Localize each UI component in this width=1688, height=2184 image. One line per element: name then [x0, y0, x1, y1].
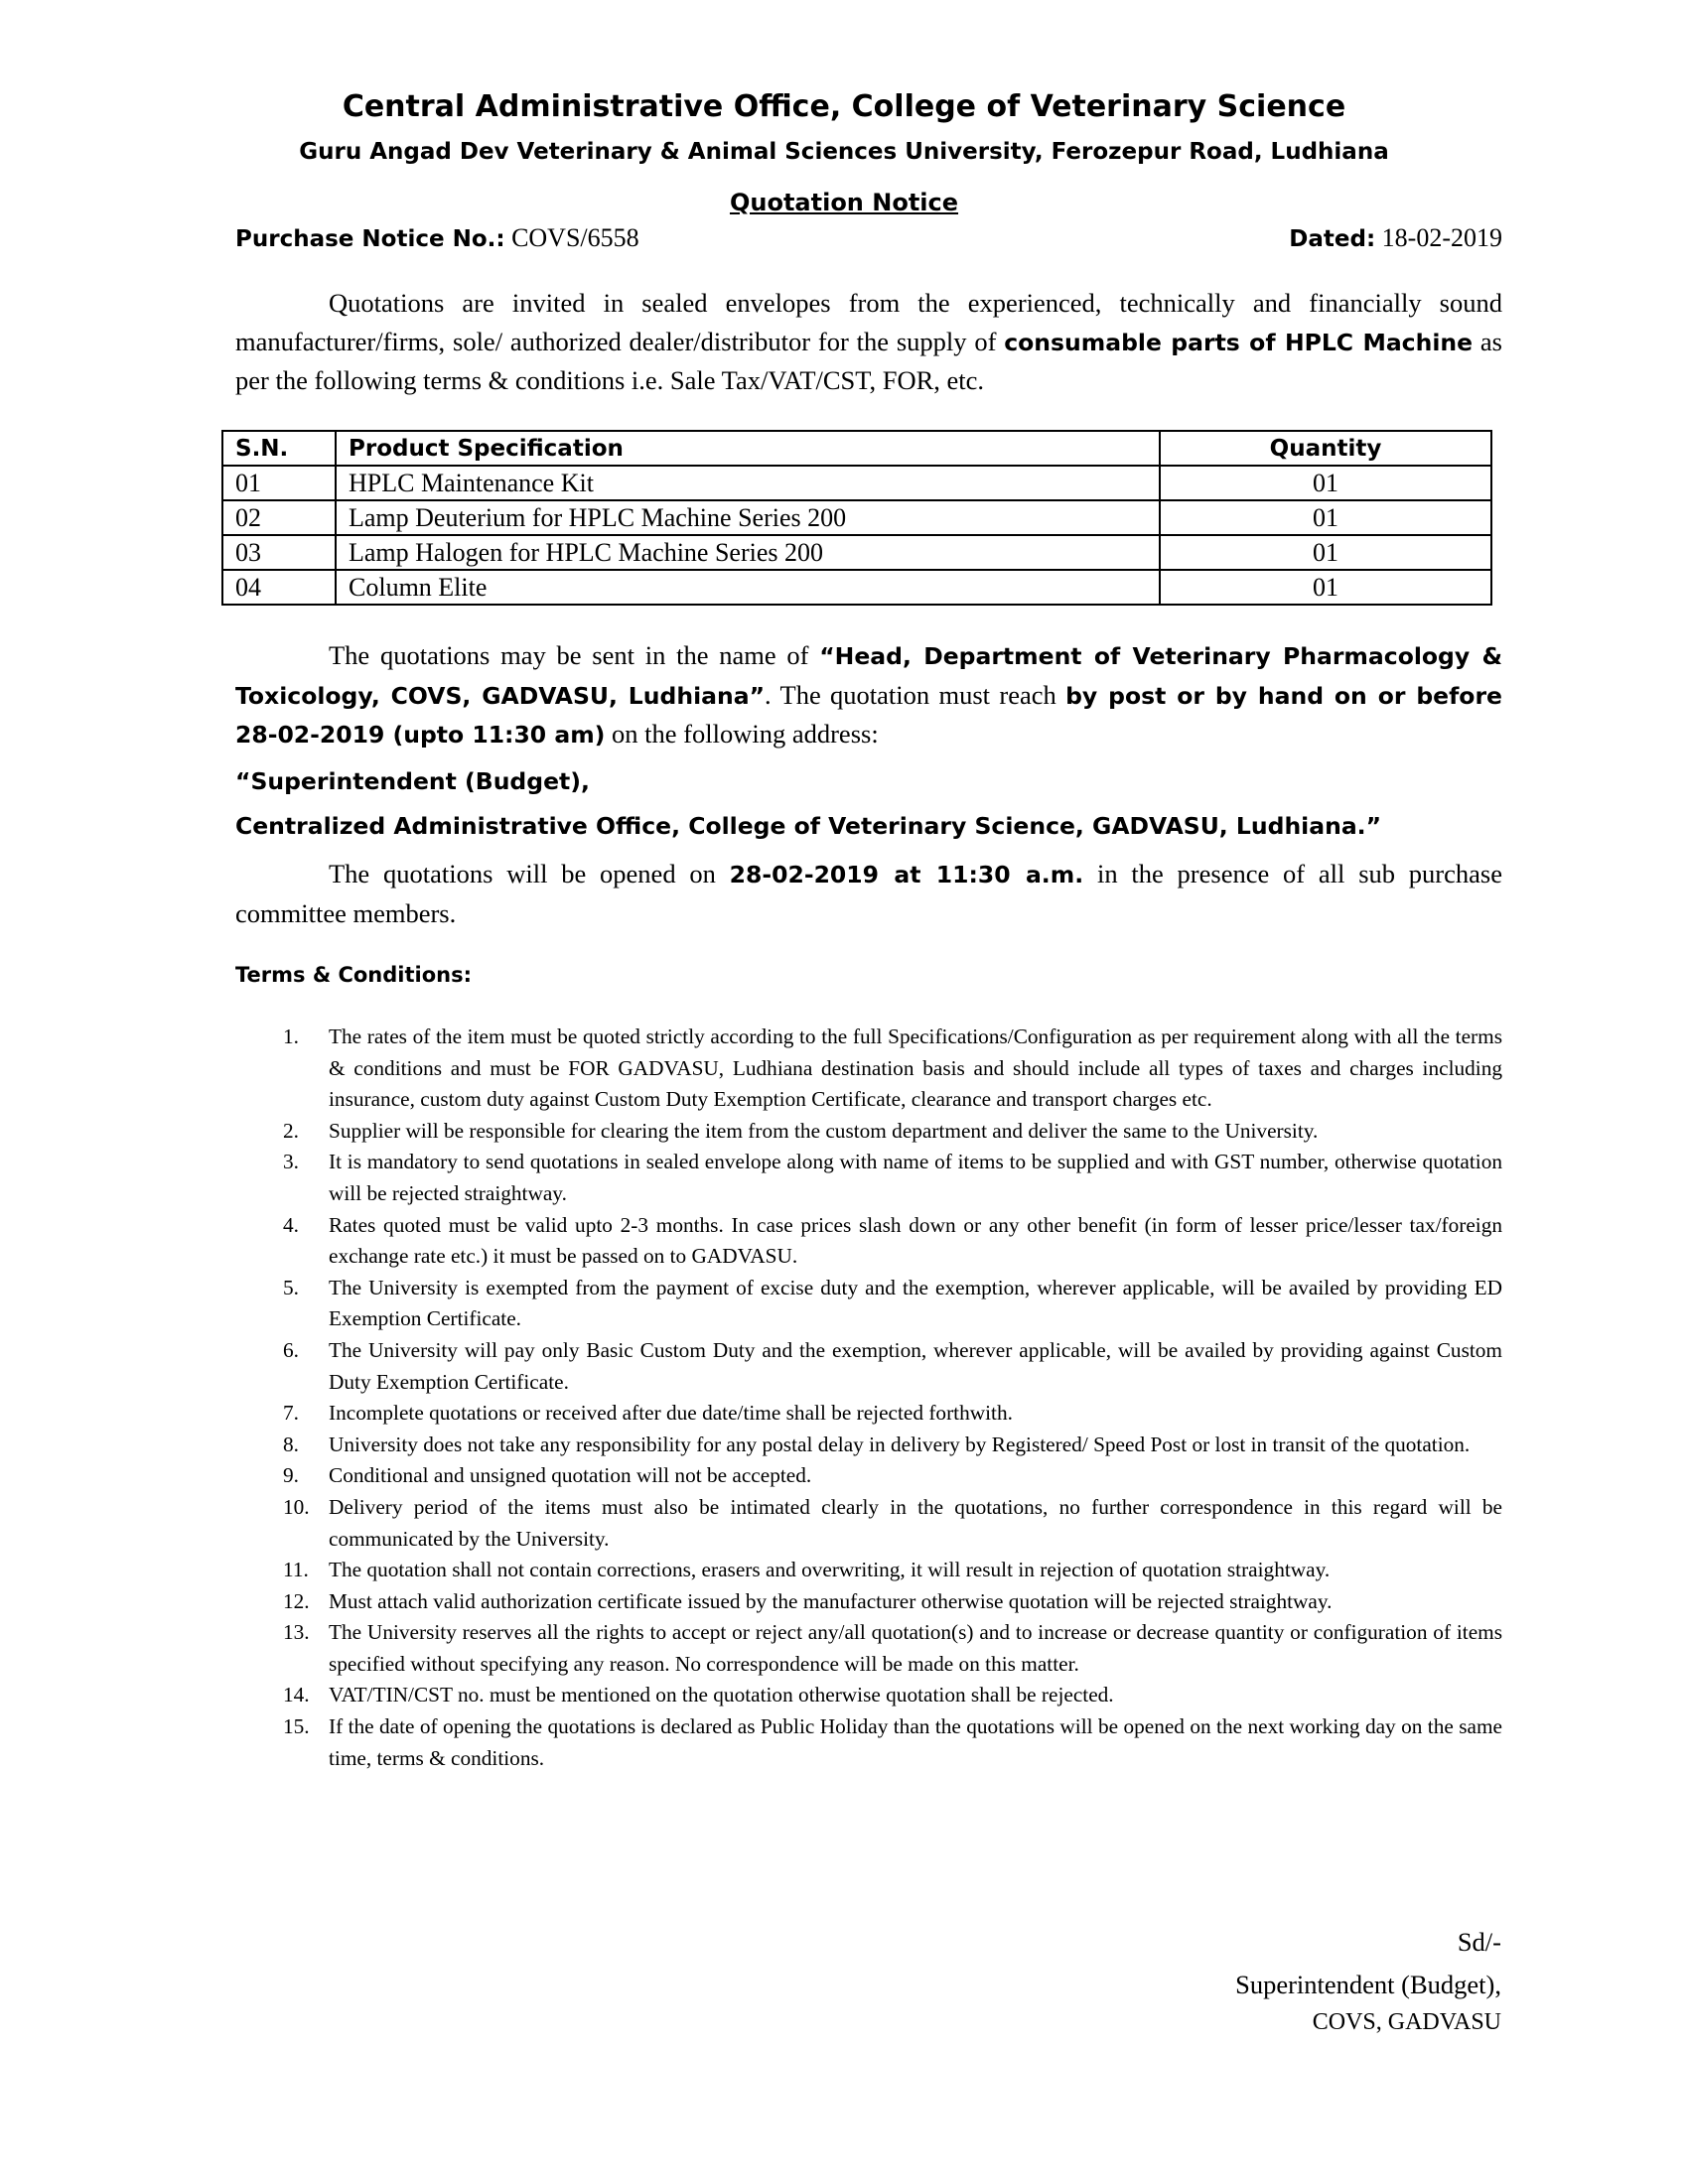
cell-product: Lamp Halogen for HPLC Machine Series 200: [336, 535, 1160, 570]
cell-sn: 04: [222, 570, 336, 605]
cell-sn: 03: [222, 535, 336, 570]
signature-title: Superintendent (Budget),: [1235, 1970, 1501, 1999]
intro-paragraph: [235, 284, 1502, 400]
table-row: [222, 535, 1491, 570]
opening-text-2: in the presence of all sub purchase committee members.: [235, 859, 1502, 928]
notice-date: [1289, 223, 1502, 253]
list-item: [235, 1210, 1502, 1273]
cell-quantity: 01: [1160, 535, 1491, 570]
send-bold-1: “Head, Department of Veterinary Pharmacology & Toxicology, COVS, GADVASU, Ludhiana”: [235, 642, 1502, 710]
signature-org: COVS, GADVASU: [1312, 2009, 1501, 2035]
list-item: [235, 1555, 1502, 1586]
list-item: [235, 1617, 1502, 1680]
address-line-1: “Superintendent (Budget),: [235, 767, 590, 795]
items-table: [221, 430, 1492, 606]
term-text: Delivery period of the items must also be intimated clearly in the quotations, no further correspondence in this regard will be communicated by the University.: [329, 1494, 1502, 1551]
notice-number: [235, 223, 639, 253]
cell-product: Lamp Deuterium for HPLC Machine Series 200: [336, 500, 1160, 535]
table-row: [222, 500, 1491, 535]
send-text-3: on the following address:: [605, 719, 879, 749]
list-item: [235, 1022, 1502, 1116]
term-text: The University reserves all the rights to accept or reject any/all quotation(s) and to increase or decrease quantity or configuration of items specified without specifying any reason. No correspondence will be made on this matter.: [329, 1620, 1502, 1676]
send-paragraph: [235, 636, 1502, 754]
list-item: [235, 1711, 1502, 1774]
term-number: 9.: [283, 1463, 299, 1488]
table-row: [222, 466, 1491, 500]
term-text: Supplier will be responsible for clearing the item from the custom department and deliver the same to the University.: [329, 1118, 1319, 1143]
term-number: 7.: [283, 1401, 299, 1426]
header-sn: S.N.: [222, 431, 336, 466]
term-number: 14.: [283, 1683, 310, 1707]
send-text-1: The quotations may be sent in the name of: [329, 640, 820, 670]
term-text: It is mandatory to send quotations in sealed envelope along with name of items to be supplied and with GST number, otherwise quotation will be rejected straightway.: [329, 1150, 1502, 1205]
term-number: 2.: [283, 1118, 299, 1143]
list-item: [235, 1586, 1502, 1618]
term-number: 15.: [283, 1714, 310, 1739]
list-item: [235, 1273, 1502, 1335]
term-text: The quotation shall not contain corrections, erasers and overwriting, it will result in rejection of quotation straightway.: [329, 1558, 1331, 1582]
term-number: 8.: [283, 1432, 299, 1456]
opening-bold: 28-02-2019 at 11:30 a.m.: [729, 861, 1084, 888]
terms-list: [235, 1022, 1502, 1774]
list-item: [235, 1460, 1502, 1492]
university-subtitle: Guru Angad Dev Veterinary & Animal Sciences University, Ferozepur Road, Ludhiana: [299, 139, 1389, 165]
term-text: Must attach valid authorization certificate issued by the manufacturer otherwise quotation will be rejected straightway.: [329, 1588, 1333, 1613]
cell-sn: 01: [222, 466, 336, 500]
notice-info-row: [235, 223, 1502, 257]
notice-date-label: Dated:: [1289, 226, 1376, 252]
term-text: The University is exempted from the payment of excise duty and the exemption, wherever applicable, will be availed by providing ED Exemption Certificate.: [329, 1275, 1502, 1331]
term-text: Rates quoted must be valid upto 2-3 months. In case prices slash down or any other benefit (in form of lesser price/lesser tax/foreign exchange rate etc.) it must be passed on to GADVASU.: [329, 1212, 1502, 1269]
opening-text-1: The quotations will be opened on: [329, 859, 730, 888]
cell-product: Column Elite: [336, 570, 1160, 605]
cell-quantity: 01: [1160, 500, 1491, 535]
notice-date-value: 18-02-2019: [1381, 223, 1502, 252]
send-bold-2: by post or by hand on or before 28-02-2019 (upto 11:30 am): [235, 681, 1502, 749]
term-number: 4.: [283, 1212, 299, 1237]
term-number: 12.: [283, 1588, 310, 1613]
term-text: University does not take any responsibility for any postal delay in delivery by Registered/ Speed Post or lost in transit of the quotation.: [329, 1432, 1471, 1456]
address-line-2: Centralized Administrative Office, College of Veterinary Science, GADVASU, Ludhiana.”: [235, 812, 1382, 840]
term-text: The rates of the item must be quoted strictly according to the full Specifications/Configuration as per requirement along with all the terms & conditions and must be FOR GADVASU, Ludhiana destination basis and should include all types of taxes and charges including insurance, custom duty against Custom Duty Exemption Certificate, clearance and transport charges etc.: [329, 1024, 1502, 1112]
notice-number-value: COVS/6558: [511, 223, 639, 252]
list-item: [235, 1116, 1502, 1148]
term-text: If the date of opening the quotations is declared as Public Holiday than the quotations will be opened on the next working day on the same time, terms & conditions.: [329, 1714, 1502, 1770]
term-number: 11.: [283, 1558, 309, 1582]
term-number: 3.: [283, 1150, 299, 1174]
opening-paragraph: [235, 855, 1502, 932]
term-text: VAT/TIN/CST no. must be mentioned on the quotation otherwise quotation shall be rejected.: [329, 1683, 1114, 1707]
cell-quantity: 01: [1160, 570, 1491, 605]
cell-quantity: 01: [1160, 466, 1491, 500]
document-type-heading: Quotation Notice: [729, 189, 959, 216]
list-item: [235, 1430, 1502, 1461]
list-item: [235, 1680, 1502, 1711]
intro-text-1: Quotations are invited in sealed envelopes from the experienced, technically and financially sound manufacturer/firms, sole/ authorized dealer/distributor for the supply of: [235, 288, 1502, 356]
term-number: 5.: [283, 1275, 299, 1299]
term-number: 6.: [283, 1337, 299, 1362]
send-text-2: . The quotation must reach: [765, 679, 1066, 710]
list-item: [235, 1492, 1502, 1555]
term-number: 1.: [283, 1024, 299, 1048]
term-number: 13.: [283, 1620, 310, 1645]
office-title: Central Administrative Office, College of Veterinary Science: [342, 89, 1346, 124]
list-item: [235, 1147, 1502, 1209]
intro-bold: consumable parts of HPLC Machine: [1004, 328, 1474, 356]
term-text: Incomplete quotations or received after due date/time shall be rejected forthwith.: [329, 1401, 1013, 1426]
terms-heading: Terms & Conditions:: [235, 963, 472, 987]
term-text: Conditional and unsigned quotation will not be accepted.: [329, 1463, 812, 1488]
term-text: The University will pay only Basic Custom Duty and the exemption, wherever applicable, will be availed by providing against Custom Duty Exemption Certificate.: [329, 1337, 1502, 1394]
list-item: [235, 1398, 1502, 1430]
header-product: Product Specification: [336, 431, 1160, 466]
list-item: [235, 1335, 1502, 1398]
header-quantity: Quantity: [1160, 431, 1491, 466]
signature-sd: Sd/-: [1457, 1927, 1501, 1957]
table-header-row: [222, 431, 1491, 466]
intro-text-2: as per the following terms & conditions i.e. Sale Tax/VAT/CST, FOR, etc.: [235, 326, 1502, 395]
table-row: [222, 570, 1491, 605]
cell-product: HPLC Maintenance Kit: [336, 466, 1160, 500]
term-number: 10.: [283, 1494, 310, 1519]
cell-sn: 02: [222, 500, 336, 535]
notice-number-label: Purchase Notice No.:: [235, 226, 505, 252]
